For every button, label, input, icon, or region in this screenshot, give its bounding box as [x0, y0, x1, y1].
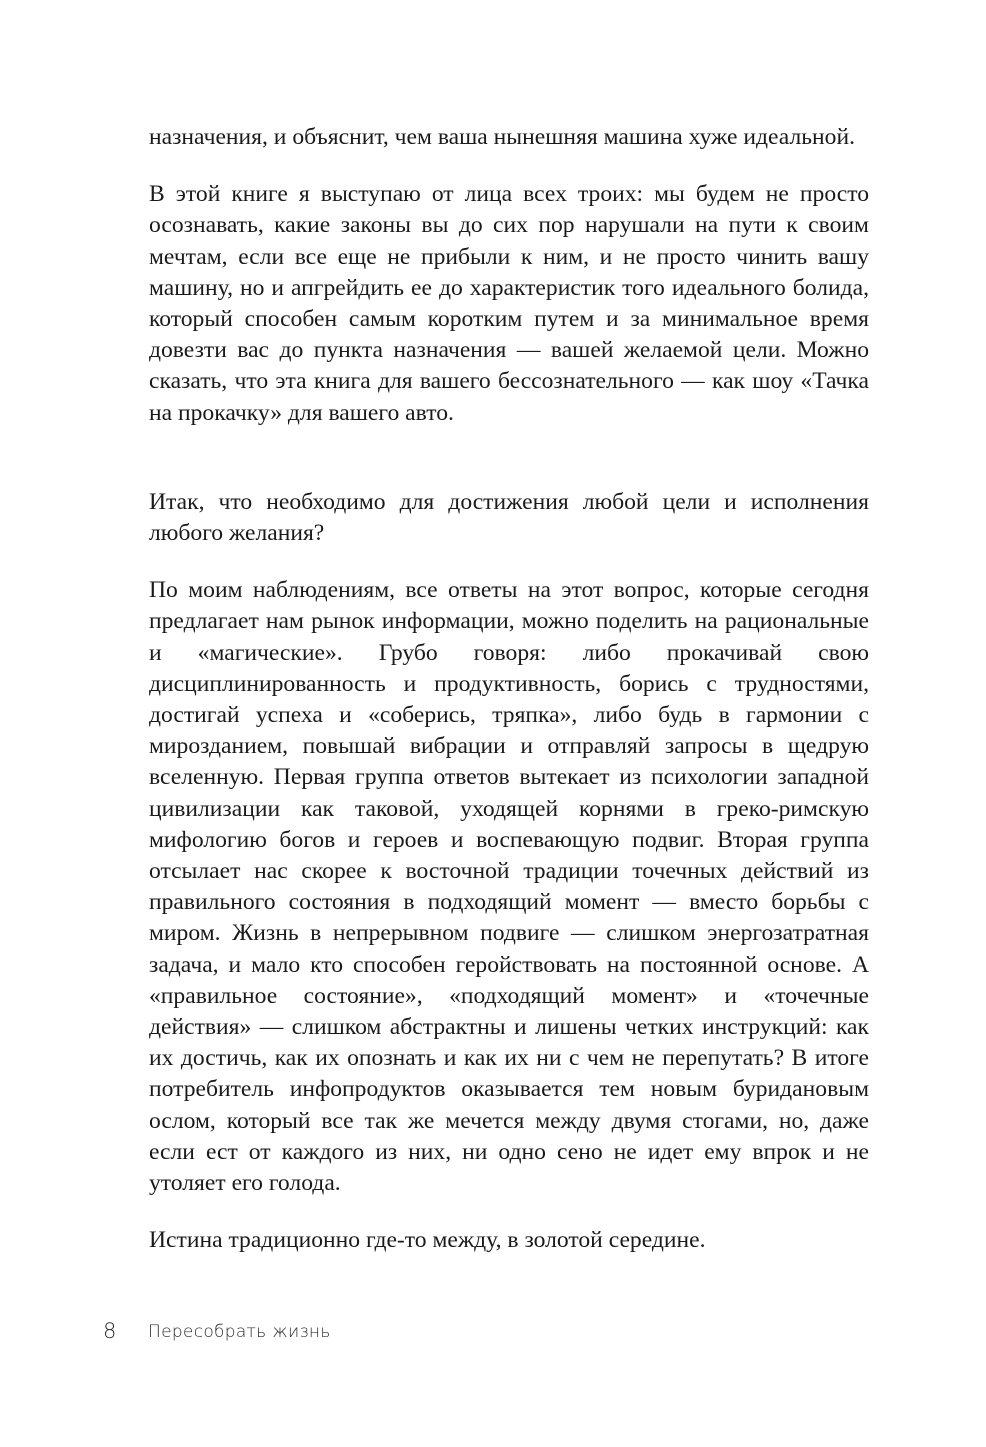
paragraph-5: Истина традиционно где-то между, в золотой середине. [149, 1227, 706, 1254]
page-footer [103, 1319, 603, 1351]
paragraph-4: По моим наблюдениям, все ответы на этот вопрос, которые сегодня предлагает нам рынок информации, можно поделить на рациональные и «магические». Грубо говоря: либо прокачивай свою дисциплинированность и продуктивность, борись с трудностями, достигай успеха и «соберись, тряпка», либо будь в гармонии с мирозданием, повышай вибрации и отправляй запросы в щедрую вселенную. Первая группа ответов вытекает из психологии западной цивилизации как таковой, уходящей корнями в греко-римскую мифологию богов и героев и воспевающую подвиг. Вторая группа отсылает нас скорее к восточной традиции точечных действий из правильного состояния в подходящий момент — вместо борьбы с миром. Жизнь в непрерывном подвиге — слишком энергозатратная задача, и мало кто способен геройствовать на постоянной основе. А «правильное состояние», «подходящий момент» и «точечные действия» — слишком абстрактны и лишены четких инструкций: как их достичь, как их опознать и как их ни с чем не перепутать? В итоге потребитель инфопродуктов оказывается тем новым буридановым ослом, который все так же мечется между двумя стогами, но, даже если ест от каждого из них, ни одно сено не идет ему впрок и не утоляет его голода. [149, 577, 869, 1197]
paragraph-2: В этой книге я выступаю от лица всех троих: мы будем не просто осознавать, какие законы вы до сих пор нарушали на пути к своим мечтам, если все еще не прибыли к ним, и не просто чинить вашу машину, но и апгрейдить ее до характеристик того идеального болида, который способен самым коротким путем и за минимальное время довезти вас до пункта назначения — вашей желаемой цели. Можно сказать, что эта книга для вашего бессознательного — как шоу «Тачка на прокачку» для вашего авто. [149, 181, 869, 426]
running-title: Пересобрать жизнь [148, 1322, 331, 1342]
paragraph-1: назначения, и объяснит, чем ваша нынешняя машина хуже идеальной. [149, 124, 855, 150]
body-text [149, 122, 869, 1257]
page-number: 8 [103, 1319, 117, 1343]
paragraph-3: Итак, что необходимо для достижения любой цели и исполнения любого желания? [149, 488, 869, 547]
